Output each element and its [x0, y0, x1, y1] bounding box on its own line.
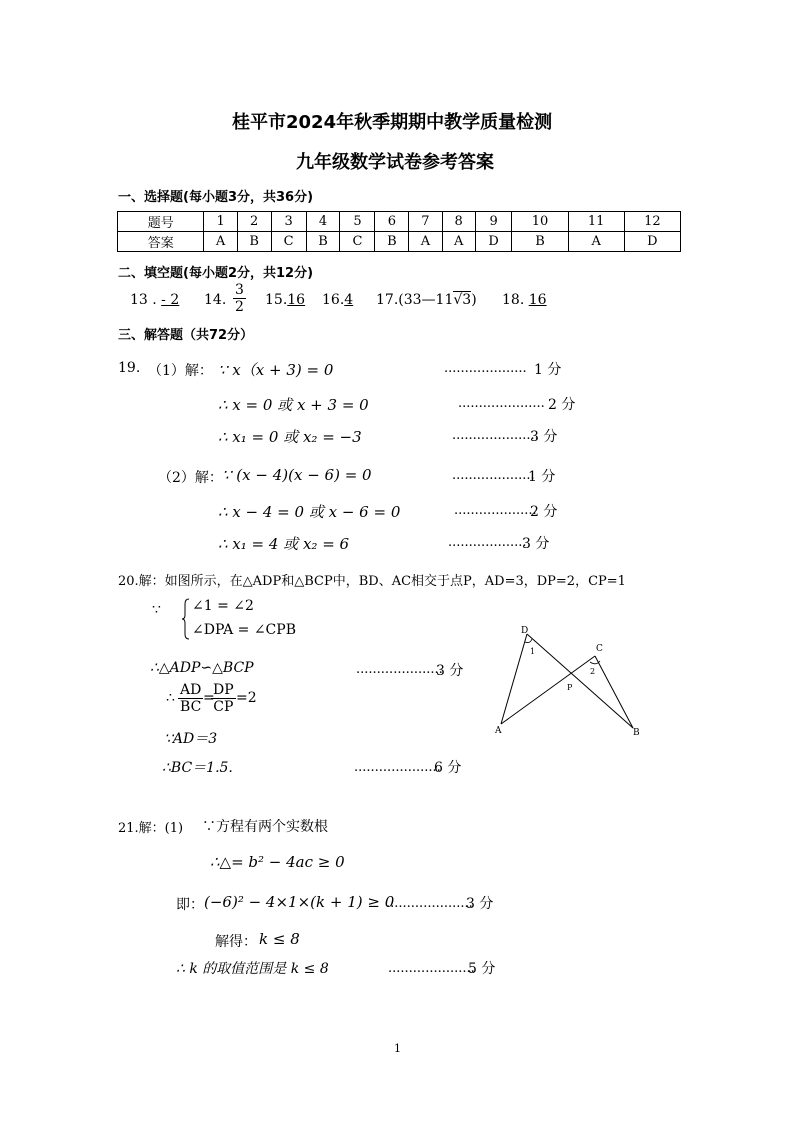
q20-dots-bc: ..................... [354, 760, 441, 775]
table-cell: 答案 [118, 232, 204, 252]
q19-score-5: 2 分 [530, 504, 558, 520]
q20-geometry-figure [490, 620, 650, 740]
q14-fraction [233, 282, 246, 315]
q21-line5: ∴ k 的取值范围是 k ≤ 8 [176, 961, 329, 977]
table-cell: 11 [568, 212, 624, 232]
q20-ad: ∵AD＝3 [164, 731, 218, 747]
label-c: C [596, 644, 603, 654]
q20-dots-sim: ..................... [356, 662, 443, 677]
q21-score-5: 5 分 [468, 961, 496, 977]
segment-da [501, 634, 527, 724]
table-cell: 3 [271, 212, 306, 232]
q20-ratio-frac1 [178, 682, 203, 715]
q18-label: 18. [502, 292, 525, 308]
q19-p2-line3: ∴ x₁ = 4 或 x₂ = 6 [218, 535, 350, 553]
q21-dots-3: ..................... [386, 896, 473, 911]
q19-score-3: 3 分 [530, 429, 558, 445]
q19-part2-head: （2）解： [158, 470, 223, 486]
table-cell: 12 [624, 212, 680, 232]
segment-db [527, 634, 633, 728]
page-number: 1 [394, 1042, 401, 1055]
section-heading-fill: 二、填空题(每小题2分，共12分) [118, 266, 314, 281]
q19-p1-line2: ∴ x = 0 或 x + 3 = 0 [218, 396, 369, 414]
q17-label: 17. [376, 292, 399, 308]
q14-denominator: 2 [235, 299, 244, 315]
q19-p1-line1: ∵ x（x + 3) = 0 [218, 361, 334, 379]
table-cell: 题号 [118, 212, 204, 232]
table-cell: A [409, 232, 442, 252]
table-cell: C [271, 232, 306, 252]
table-row [118, 232, 681, 252]
table-cell: D [624, 232, 680, 252]
q19-dots-5: .................... [454, 503, 537, 518]
q18-answer: 16 [528, 292, 547, 308]
table-cell: 4 [306, 212, 340, 232]
table-cell: 6 [375, 212, 409, 232]
table-cell: D [475, 232, 512, 252]
q16 [322, 292, 353, 308]
q20-ratio-num2: DP [213, 682, 234, 698]
q19-score-6: 3 分 [522, 536, 550, 552]
segment-cb [595, 656, 633, 728]
table-cell: 9 [475, 212, 512, 232]
q20-ratio-den1: BC [180, 699, 202, 715]
q19-score-2: 2 分 [548, 397, 576, 413]
q20-score-bc: 6 分 [434, 760, 462, 776]
q16-label: 16. [322, 292, 345, 308]
q14-numerator: 3 [235, 282, 244, 298]
table-cell: B [375, 232, 409, 252]
page-subtitle: 九年级数学试卷参考答案 [296, 152, 494, 173]
q16-answer: 4 [344, 292, 354, 308]
q17-pre: (33—11 [398, 292, 454, 308]
q19-dots-4: .................... [452, 468, 535, 483]
segment-ac [501, 656, 595, 724]
fill-answers [130, 292, 179, 308]
q14-label: 14. [204, 292, 227, 308]
q19-p2-line1: ∵ (x − 4)(x − 6) = 0 [222, 466, 372, 484]
q20-ratio-frac2 [211, 682, 236, 715]
table-cell: A [442, 232, 475, 252]
label-a: A [495, 726, 502, 736]
q20-intro: 20.解：如图所示，在△ADP和△BCP中，BD、AC相交于点P，AD=3，DP=2，CP=1 [118, 574, 626, 589]
q18 [502, 292, 547, 308]
table-cell: 10 [512, 212, 568, 232]
table-row [118, 212, 681, 232]
q19-dots-6: ................... [448, 535, 527, 550]
table-cell: 8 [442, 212, 475, 232]
q19-score-4: 1 分 [528, 469, 556, 485]
q15-label: 15. [265, 292, 288, 308]
table-cell: B [306, 232, 340, 252]
q20-score-sim: 3 分 [436, 663, 464, 679]
q20-brace [182, 598, 190, 640]
q13-answer: - 2 [161, 292, 180, 308]
page-title: 桂平市2024年秋季期期中教学质量检测 [232, 112, 553, 133]
q21-dots-5: ..................... [388, 961, 475, 976]
q21-line3: (−6)² − 4×1×(k + 1) ≥ 0 [204, 893, 395, 911]
q20-because: ∵ [152, 602, 161, 618]
q21-score-3: 3 分 [466, 896, 494, 912]
label-angle-2: 2 [590, 667, 596, 676]
q19-part1-head: （1）解： [148, 363, 213, 379]
q21-line3-pre: 即： [176, 897, 204, 913]
q20-ratio-value: =2 [236, 690, 257, 706]
q20-similar: ∴△ADP∽△BCP [150, 660, 254, 676]
q15 [265, 292, 305, 308]
q21-line2: ∴△= b² − 4ac ≥ 0 [210, 853, 345, 871]
answer-table [117, 211, 681, 252]
section-heading-choice: 一、选择题(每小题3分，共36分) [118, 190, 314, 205]
q15-answer: 16 [287, 292, 306, 308]
q21-line4-pre: 解得： [215, 934, 257, 950]
section-heading-solve: 三、解答题（共72分） [118, 328, 254, 343]
table-cell: 7 [409, 212, 442, 232]
q19-dots-1: .................... [444, 361, 527, 376]
q17-post: ) [471, 292, 477, 308]
q19-p2-line2: ∴ x − 4 = 0 或 x − 6 = 0 [218, 503, 401, 521]
q19-p1-line3: ∴ x₁ = 0 或 x₂ = −3 [218, 428, 362, 446]
table-cell: 1 [204, 212, 237, 232]
table-cell: C [340, 232, 375, 252]
q19-dots-2: ..................... [458, 396, 545, 411]
q20-ratio-eq: = [203, 690, 215, 706]
label-p: P [567, 683, 573, 692]
q21-line4: k ≤ 8 [259, 930, 300, 948]
table-cell: 2 [237, 212, 271, 232]
q20-ratio-den2: CP [213, 699, 234, 715]
q20-bc: ∴BC＝1.5. [162, 760, 233, 776]
angle-1-arc [525, 639, 532, 643]
q17-radical: √3 [453, 292, 472, 308]
q20-ratio-pre: ∴ [166, 690, 175, 706]
q19-score-1: 1 分 [534, 362, 562, 378]
table-cell: A [568, 232, 624, 252]
table-cell: B [512, 232, 568, 252]
q20-cond2: ∠DPA = ∠CPB [192, 622, 296, 638]
q21-head: 21.解：(1) [118, 821, 184, 836]
q13-label: 13 . [130, 292, 157, 308]
q21-line1: ∵方程有两个实数根 [202, 819, 328, 835]
table-cell: B [237, 232, 271, 252]
q20-cond1: ∠1 = ∠2 [192, 598, 254, 614]
q17 [376, 292, 477, 308]
table-cell: A [204, 232, 237, 252]
q20-ratio-num1: AD [180, 682, 202, 698]
q19-dots-3: ..................... [452, 428, 539, 443]
table-cell: 5 [340, 212, 375, 232]
label-b: B [633, 728, 640, 738]
label-d: D [521, 626, 529, 636]
q19-label: 19. [118, 360, 141, 376]
label-angle-1: 1 [530, 647, 536, 656]
